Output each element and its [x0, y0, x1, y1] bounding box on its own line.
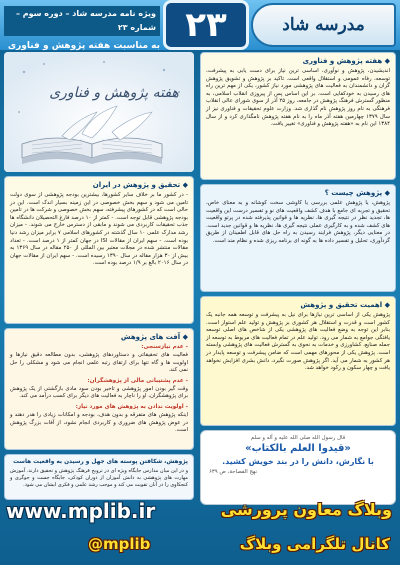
research-harms-section: [4, 328, 194, 450]
telegram-handle-link[interactable]: @mplib: [88, 535, 151, 553]
bullet-icon: ◆: [382, 57, 390, 65]
bullet-icon: ◆: [382, 189, 390, 197]
section-body: پژوهش، یا پژوهش علمی بررسی یا کاوشی سخت کوشانه و به معنای خاص، تحقیق و تجربه ای جامع با هدف کشف واقعیت های نو و تفسیر درست این واقعیت ها، تجدید نظر در نتیجه گیری ها، نظریه ها و قوانین پذیرفته شده در پرتو واقعیت های کشف شده و به کارگیری عملی نتیجه گیری ها، نظریه ها و قوانین جدید است. در معنایی دیگر، پژوهش فرایند رسیدن به راه حل های قابل اطمینان از طریق گردآوری، تحلیل و تفسیر داده ها به گونه ای برنامه ریزی شده و نظام مند است.: [206, 200, 390, 244]
research-in-iran-section: [4, 176, 194, 324]
section-title: پژوهش چیست ؟: [324, 189, 383, 197]
section-title: پژوهش، شکافتن پوسته های جهل و رسیدن به واقعیت هاست: [13, 459, 188, 465]
bullet-icon: ◆: [180, 181, 188, 189]
harm-item-body: اینکه پژوهش های متفرقه و بدون هدف، بودجه و امکانات زیادی را هدر دهند و در عوض پژوهش های ضروری و کاربردی انجام نشود، از آفات بزرگ پژوهش است.: [10, 411, 188, 434]
quote-attribution: قال رسول الله صلی الله علیه و آله و سلم: [250, 435, 346, 441]
book-illustration: [4, 52, 194, 172]
research-conclusion-section: [4, 454, 194, 500]
research-week-section: [200, 52, 396, 180]
quote-arabic: «قیدوا العلم بالکتاب»: [245, 443, 351, 454]
quote-translation: با نگارش، دانش را در بند خویش کشید.: [222, 457, 374, 466]
subtitle-occasion-line: به مناسبت هفته پژوهش و فناوری: [7, 41, 160, 51]
header-bar: [0, 0, 400, 50]
subtitle-issue-line: ویژه نامه مدرسه شاد – دوره سوم – شماره ۲۳: [4, 6, 160, 36]
section-body: - در کشور ما بر خلاف سایر کشورها، بیشترین بودجه پژوهشی از سوی دولت تامین می شود و سهم بخش خصوصی در این زمینه بسیار اندک است. این در حالی است که در کشورهای پیشرفته، سهم بخش خصوصی و شرکت ها در تامین بودجه پژوهشی قابل توجه است. - کمتر از ۱۰ درصد فارغ التحصیلان دانشگاه ها جذب تحقیقات کاربردی می شوند و مابقی از دسترس خارج می شوند. - میزان رشد مدارک علمی ۱۰ سال گذشته در کشورهای اسلامی ۷ برابر میزان رشد دنیا بوده است. - سهم ایران از مقالات ISI در جهان کمتر از ۱ درصد است. - تعداد مقالات منتشر شده در مجلات معتبر بین المللی از ۲۵۰ مقاله در سال ۱۳۶۹ به بیش از ۳۰ هزار مقاله در سال ۱۳۹۰ رسیده است. - سهم ایران از مقالات جهان در سال ۲۰۱۶ بالغ بر ۱/۹ درصد بوده است.: [10, 192, 189, 267]
page-title: مدرسه شاد: [282, 15, 365, 35]
title-banner: [251, 3, 396, 47]
subheading: [4, 6, 160, 51]
section-title: تحقیق و پژوهش در ایران: [92, 181, 181, 189]
harm-item-title: - اولویت ندادن به پژوهش های مورد نیاز:: [75, 403, 188, 410]
telegram-channel-label: کانال تلگرامی وبلاگ: [239, 535, 390, 553]
section-title: آفت های پژوهش: [120, 333, 181, 341]
issue-number-badge: [163, 0, 249, 50]
harm-item-title: - عدم نیازسنجی:: [141, 344, 188, 350]
quote-source: نهج الفصاحة، ص ۶۳۹: [209, 469, 257, 475]
harm-item-body: وقت گیر بودن امور پژوهشی و تاخیر بودن سود مادی بازگشتی از یک پژوهش برای پژوهشگران، او را ناچار به فعالیت های دیگر برای کسب درآمد می کند.: [10, 385, 188, 400]
research-week-illustration: [4, 52, 194, 172]
issue-number: ۲۳: [185, 5, 227, 45]
section-title: هفته پژوهش و فناوری: [302, 57, 383, 65]
website-url-link[interactable]: www.mplib.ir: [6, 499, 156, 523]
weblog-title: وبلاگ معاون پرورشی: [220, 500, 392, 519]
caption-calligraphy: هفته پژوهش و فناوری: [49, 85, 179, 101]
what-is-research-section: [200, 184, 396, 292]
section-title: اهمیت تحقیق و پژوهش: [300, 301, 383, 309]
hadith-quote-panel: [200, 430, 396, 505]
harm-item-title: - عدم پشتیبانی مالی از پژوهشگران:: [87, 377, 188, 384]
bullet-icon: ◆: [382, 301, 390, 309]
research-importance-section: [200, 296, 396, 426]
section-body: اندیشیدن، پژوهش و نوآوری، اساسی ترین نیاز برای دست یابی به پیشرفت، توسعه، رفاه عمومی و استقلال واقعی است. تاکید بر پژوهش و تشویق پژوهش گران و دانشمندان به فعالیت های پژوهشی مورد نیاز کشور، یکی از مهم ترین راه های رسیدن به خودکفایی است. بر این اساس پس از پیروزی انقلاب اسلامی، به منظور گسترش فرهنگ پژوهش در جامعه، روز ۲۵ آذر از سوی شورای عالی انقلاب فرهنگی به نام روز پژوهش نام گذاری شد. وزارت علوم تحقیقات و فناوری نیز از سال ۱۳۷۹ چهارمین هفته آذر ماه را به نام هفته پژوهش نامگذاری کرد و از سال ۱۳۸۴ این نام به «هفته پژوهش و فناوری» تغییر یافت.: [206, 68, 391, 128]
bullet-icon: ◆: [180, 333, 188, 341]
harm-item-body: فعالیت های تحقیقاتی و دستاوردهای پژوهشی، بدون مطالعه دقیق نیازها و اولویت ها و گاه تنها برای ارتقای رتبه علمی انجام می شود و مشکلی را حل نمی کند.: [10, 352, 188, 374]
section-body: و در این میان مدارس جایگاه ویژه ای در ترویج فرهنگ پژوهش و تحقیق دارند. آموزش مهارت های پژوهشی به دانش آموزان از دوران کودکی، جایگاه جست و جوگری و کنجکاوی را در آنان تقویت می کند و موجب رشد علمی و فکری ایشان می شود.: [10, 468, 188, 488]
section-body: پژوهش یکی از اساسی ترین نیازها برای نیل به پیشرفت و توسعه همه جانبه یک کشور است و قدرت و استقلال هر کشوری بر پژوهش و تولید علم استوار است. بنابر این توجه به وضع فعالیت های پژوهشی یکی از شاخص های اصلی توسعه یافتگی جوامع به شمار می رود. تولید علم در تمام فعالیت های مربوط به توسعه از جمله صنایع، کشاورزی و خدمات به نحوی به گسترش فعالیت های پژوهشی وابسته است. پژوهش یکی از محورهای مهمی است که ضامن پیشرفت و توسعه پایدار در هر کشور به شمار می آید. اگر پژوهش صورت نگیرد، دانش بشری افزایش نخواهد یافت و چهار سکون و رکود خواهد شد.: [206, 312, 390, 372]
